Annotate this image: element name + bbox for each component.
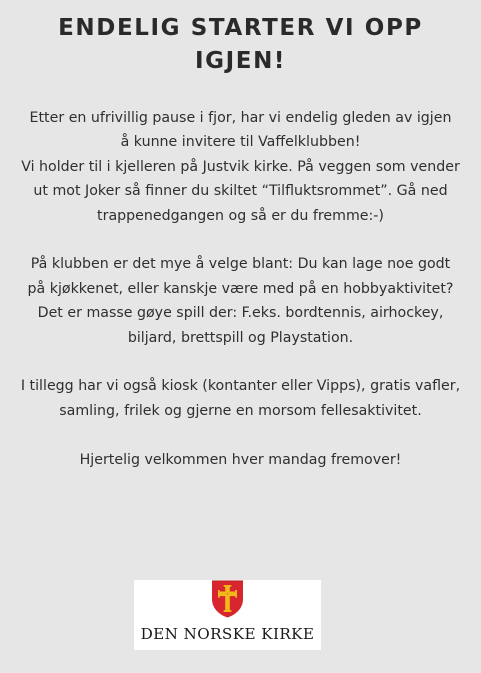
title-line-1: ENDELIG STARTER VI OPP [58, 15, 423, 41]
text-line: På klubben er det mye å velge blant: Du kan lage noe godt [30, 256, 451, 273]
text-line: Det er masse gøye spill der: F.eks. bordtennis, airhockey, [37, 305, 444, 322]
text-line: å kunne invitere til Vaffelklubben! [120, 134, 361, 151]
text-line: på kjøkkenet, eller kanskje være med på en hobbyaktivitet? [27, 280, 454, 297]
text-line: samling, frilek og gjerne en morsom fellesaktivitet. [59, 402, 422, 419]
text-line: Vi holder til i kjelleren på Justvik kirke. På veggen som vender [21, 158, 460, 175]
text-line: ut mot Joker så finner du skiltet “Tilfluktsrommet”. Gå ned [33, 183, 448, 200]
page-title [0, 12, 481, 78]
text-line: Etter en ufrivillig pause i fjor, har vi endelig gleden av igjen [29, 110, 452, 126]
text-line: biljard, brettspill og Playstation. [127, 329, 354, 346]
paragraph-activities [0, 252, 481, 350]
text-line: I tillegg har vi også kiosk (kontanter eller Vipps), gratis vafler, [20, 378, 461, 395]
title-line-2: IGJEN! [194, 48, 287, 74]
church-shield-icon [211, 580, 244, 618]
text-line: trappenedgangen og så er du fremme:-) [97, 207, 384, 224]
church-logo [134, 580, 321, 650]
text-line: Hjertelig velkommen hver mandag fremover! [79, 451, 402, 468]
logo-text: DEN NORSKE KIRKE [140, 625, 315, 643]
paragraph-kiosk [0, 374, 481, 423]
paragraph-welcome [0, 448, 481, 472]
body-text [0, 106, 481, 472]
paragraph-intro [0, 106, 481, 228]
